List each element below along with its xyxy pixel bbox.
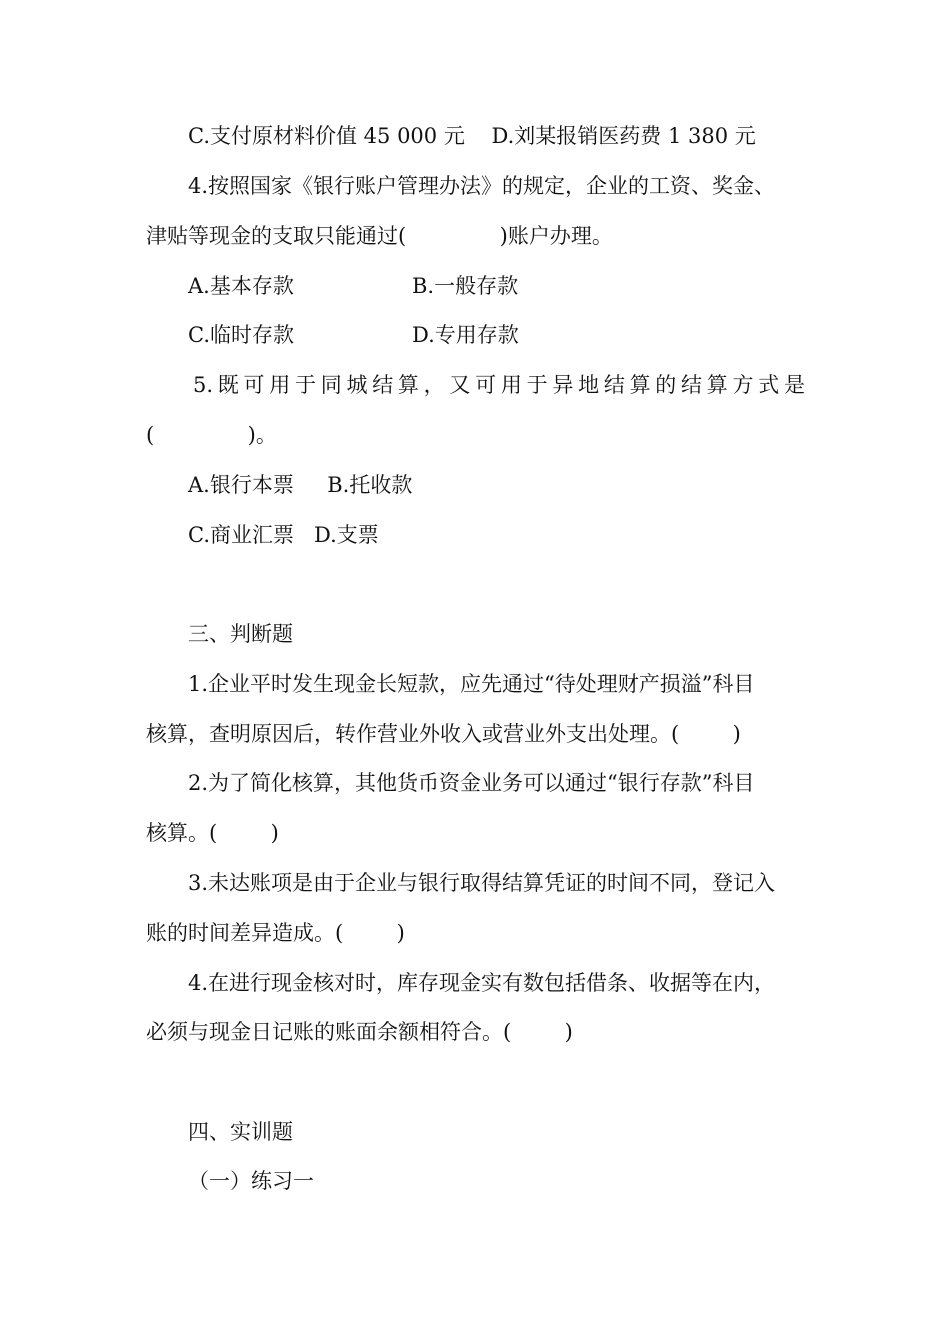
judge-item-2-line2: 核算。( ) <box>146 821 279 845</box>
q4-option-a: A.基本存款 <box>188 274 294 298</box>
judge-item-1-line2: 核算，查明原因后，转作营业外收入或营业外支出处理。( ) <box>146 722 741 746</box>
judge-item-2-line1: 2.为了简化核算，其他货币资金业务可以通过“银行存款”科目 <box>188 771 755 795</box>
q4-option-c: C.临时存款 <box>188 323 294 347</box>
q4-option-b: B.一般存款 <box>412 274 519 298</box>
judge-item-4-line1: 4.在进行现金核对时，库存现金实有数包括借条、收据等在内， <box>188 971 776 995</box>
judge-item-3-line2: 账的时间差异造成。( ) <box>146 921 405 945</box>
q4-option-d: D.专用存款 <box>412 323 519 347</box>
q4-stem-line2: 津贴等现金的支取只能通过( )账户办理。 <box>146 224 613 248</box>
judge-item-3-line1: 3.未达账项是由于企业与银行取得结算凭证的时间不同，登记入 <box>188 871 776 895</box>
q5-options-cd: C.商业汇票 D.支票 <box>188 523 379 547</box>
section-heading-judge: 三、判断题 <box>188 622 293 646</box>
section-heading-practice: 四、实训题 <box>188 1120 293 1144</box>
q3-options-cd: C.支付原材料价值 45 000 元 D.刘某报销医药费 1 380 元 <box>188 124 756 148</box>
q5-stem-line2: ( )。 <box>146 423 277 447</box>
q5-stem-line1: 5.既可用于同城结算，又可用于异地结算的结算方式是 <box>193 373 805 397</box>
q4-stem-line1: 4.按照国家《银行账户管理办法》的规定，企业的工资、奖金、 <box>188 174 776 198</box>
q5-options-ab: A.银行本票 B.托收款 <box>188 473 413 497</box>
judge-item-1-line1: 1.企业平时发生现金长短款，应先通过“待处理财产损溢”科目 <box>188 672 755 696</box>
sub-heading-practice-1: （一）练习一 <box>188 1169 314 1193</box>
judge-item-4-line2: 必须与现金日记账的账面余额相符合。( ) <box>146 1020 573 1044</box>
